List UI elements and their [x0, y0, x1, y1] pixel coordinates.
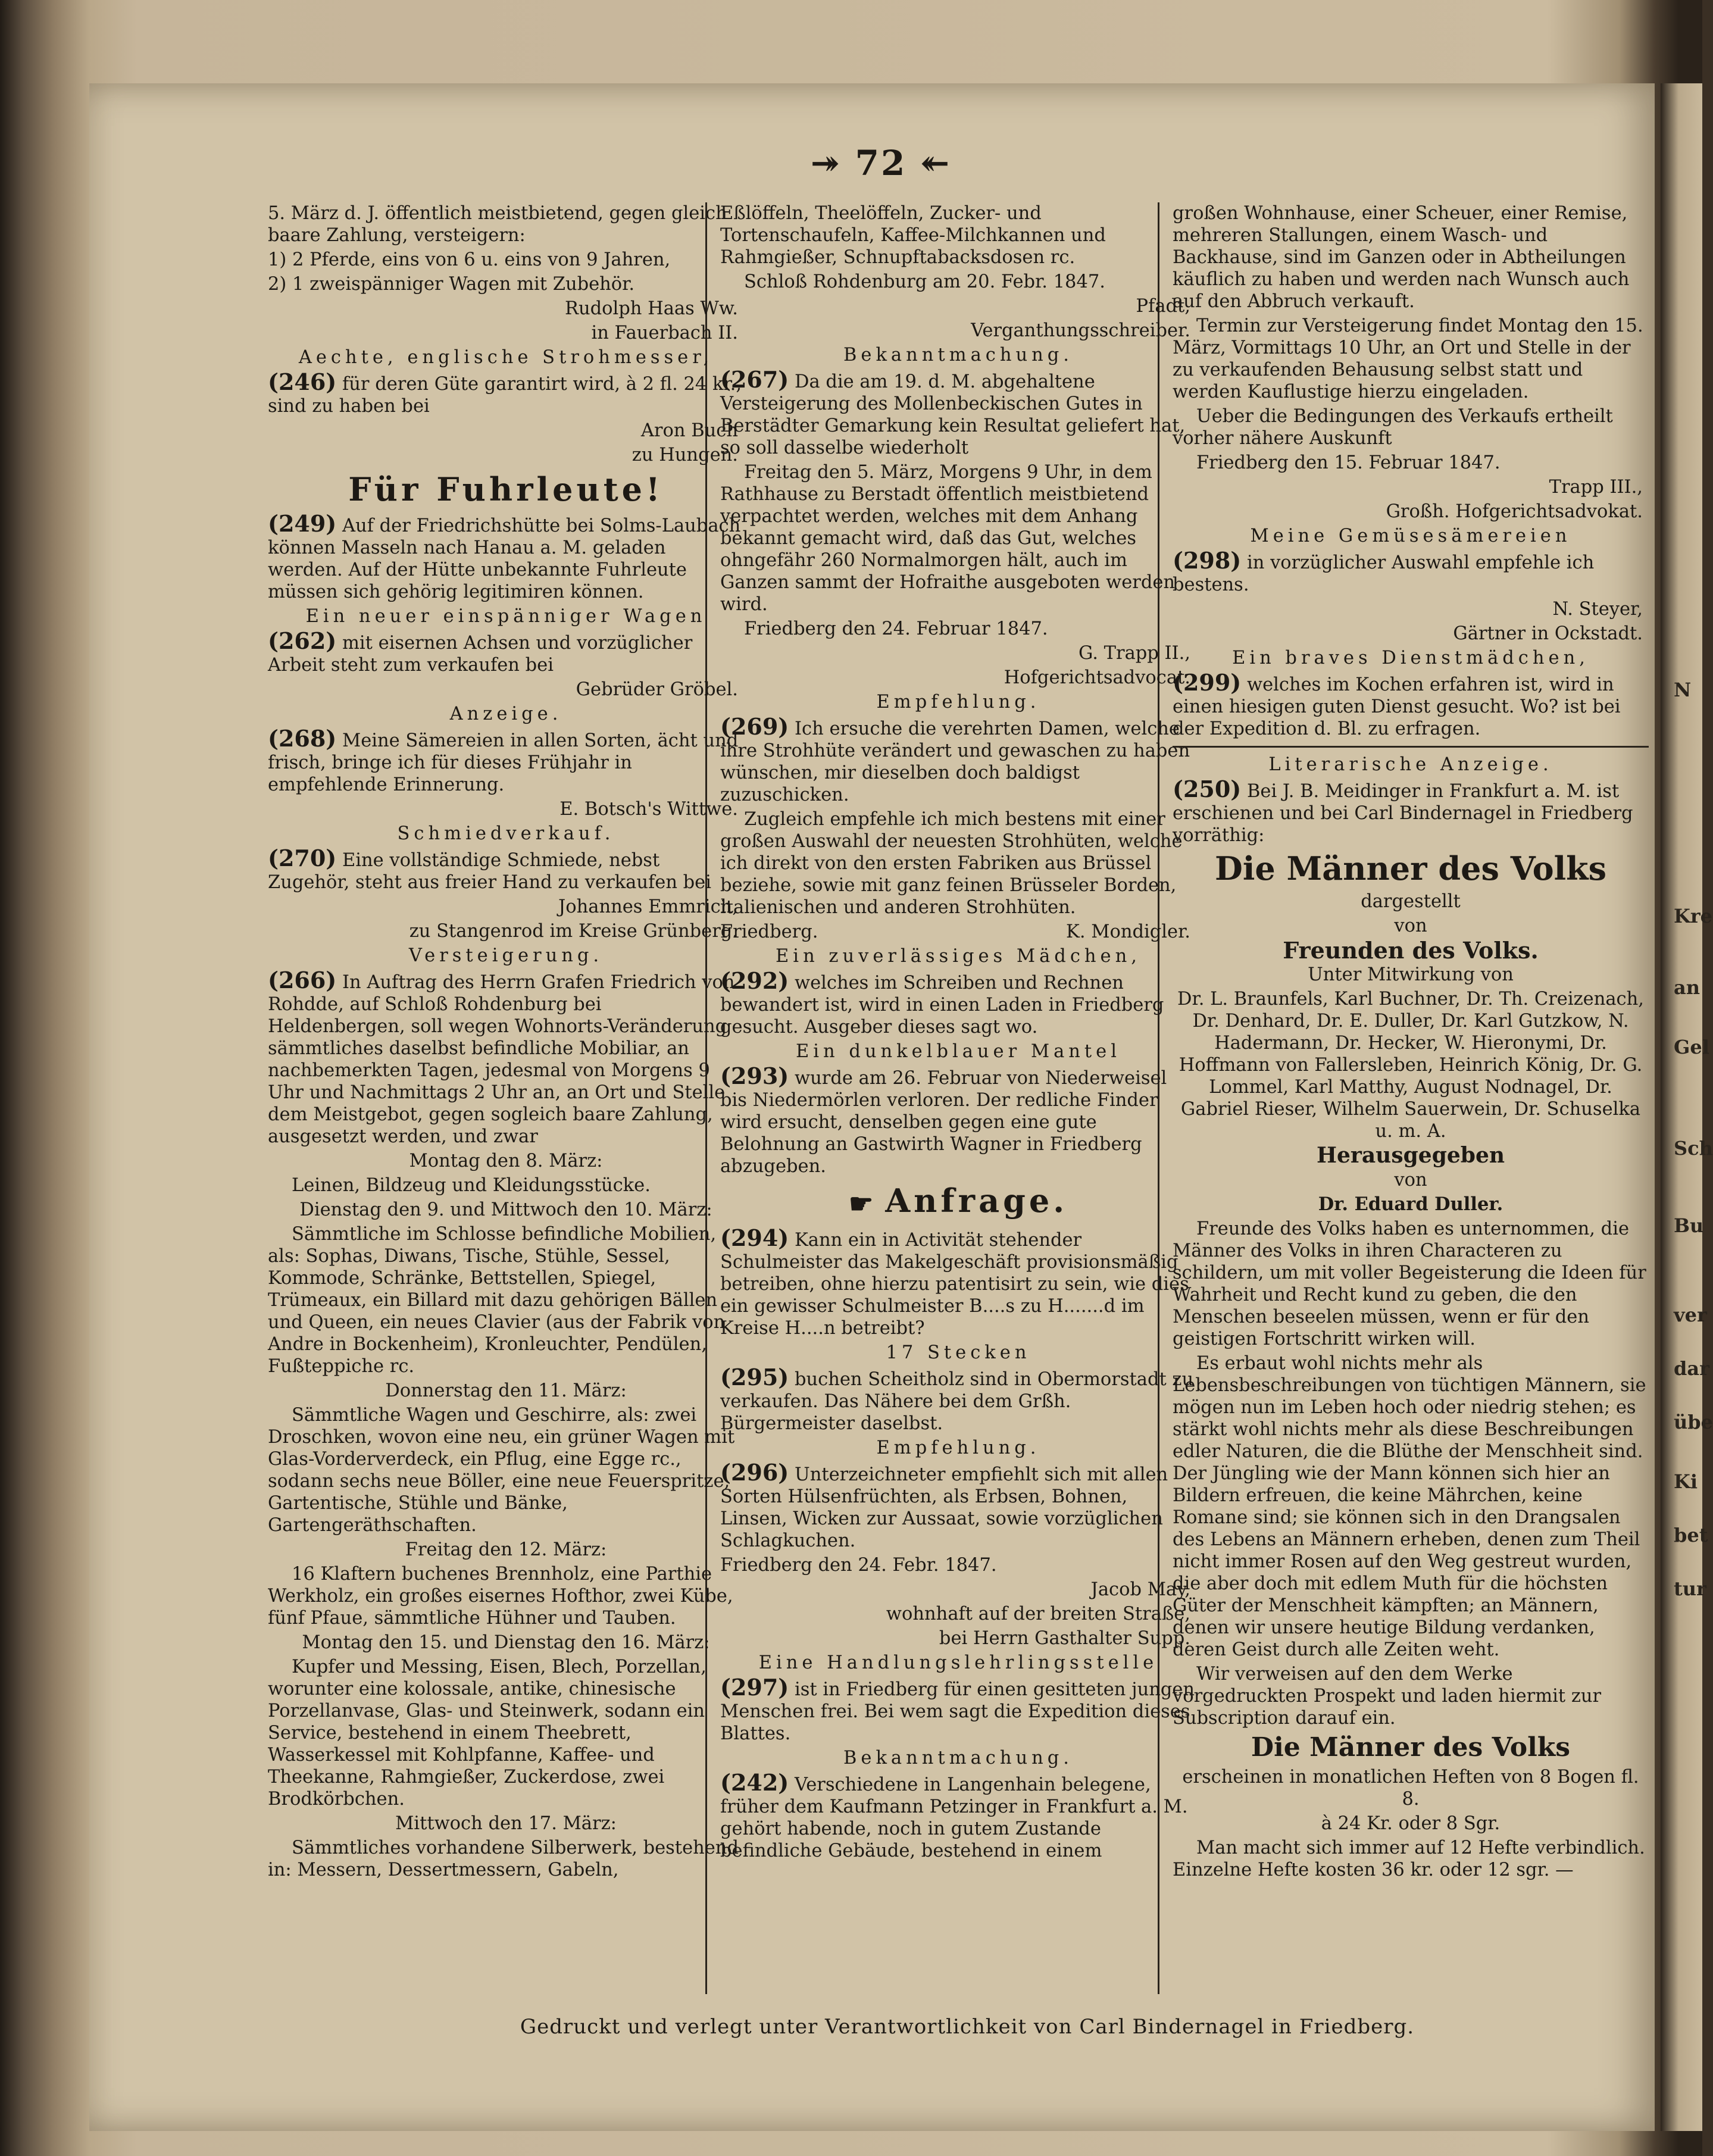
- ad-text: großen Wohnhause, einer Scheuer, einer Remise, mehreren Stallungen, einem Wasch- und Backhause, sind im Ganzen oder in Abtheilungen käuflich zu haben und werden nach Wunsch auch auf den Abbruch verkauft.: [1173, 203, 1630, 312]
- ad-number: (249): [268, 510, 337, 537]
- ad-heading: 17 Stecken: [886, 1342, 1031, 1363]
- ad-number: (292): [720, 967, 789, 994]
- ad-signature: wohnhaft auf der breiten Straße,: [886, 1603, 1190, 1624]
- ad-number: (262): [268, 627, 337, 654]
- ad-text: Kann ein in Activität stehender Schulmeister das Makelgeschäft provisionsmäßig betreiben, ohne hierzu patentisirt zu sein, wie dies ein gewisser Schulmeister B....s zu H.......d im Kreise H....n betreibt?: [720, 1229, 1189, 1339]
- ad-text: Zugleich empfehle ich mich bestens mit einer großen Auswahl der neuesten Strohhüten, welche ich direkt von den ersten Fabriken aus Brüssel beziehe, sowie mit ganz feinen Brüsseler Borden, italienischen und anderen Strohhüten.: [720, 809, 1183, 918]
- ad-number: (246): [268, 368, 337, 395]
- ad-heading: Ein dunkelblauer Mantel: [795, 1041, 1121, 1062]
- ad-signature: Jacob May,: [1090, 1579, 1190, 1600]
- auction-day: Montag den 8. März:: [409, 1151, 603, 1171]
- ad-heading: Empfehlung.: [876, 692, 1040, 713]
- auction-items: Sämmtliches vorhandene Silberwerk, bestehend in: Messern, Dessertmessern, Gabeln,: [268, 1838, 739, 1880]
- next-page-fragment: tur: [1674, 1577, 1706, 1600]
- ad-text: 5. März d. J. öffentlich meistbietend, gegen gleich baare Zahlung, versteigern:: [268, 203, 727, 246]
- ad-number: (269): [720, 713, 789, 740]
- ad-heading: Anzeige.: [449, 704, 562, 724]
- ad-text: in vorzüglicher Auswahl empfehle ich bestens.: [1173, 552, 1595, 595]
- next-page-fragment: Sch: [1674, 1137, 1713, 1160]
- ad-text: Eßlöffeln, Theelöffeln, Zucker- und Tortenschaufeln, Kaffee-Milchkannen und Rahmgießer, Schnupftabacksdosen rc.: [720, 203, 1106, 268]
- ad-text: Es erbaut wohl nichts mehr als Lebensbeschreibungen von tüchtigen Männern, sie mögen nun im Leben hoch oder niedrig stehen; es stärkt wohl nichts mehr als diese Beschreibungen edler Naturen, die die Blüthe der Menschheit sind. Der Jüngling wie der Mann können sich hier an Bildern erfreuen, die keine Mährchen, keine Romane sind; sie können sich in den Drangsalen des Lebens an Männern erheben, denen zum Theil nicht immer Rosen auf den Weg gestreut wurden, die aber doch mit edlem Muth für die höchsten Güter der Menschheit kämpften; an Männern, denen wir unsere heutige Bildung verdanken, deren Geist durch alle Zeiten weht.: [1173, 1353, 1646, 1660]
- auction-items: 16 Klaftern buchenes Brennholz, eine Parthie Werkholz, ein großes eisernes Hofthor, zwei Kübe, fünf Pfaue, sämmtliche Hühner und Tauben.: [268, 1564, 733, 1629]
- pointing-hand-icon: ☛: [849, 1187, 877, 1220]
- ad-text: ist in Friedberg für einen gesitteten jungen Menschen frei. Bei wem sagt die Expedition dieses Blattes.: [720, 1679, 1195, 1744]
- next-page-edge: [1661, 83, 1713, 2131]
- imprint-footer: Gedruckt und verlegt unter Verantwortlichkeit von Carl Bindernagel in Friedberg.: [520, 2015, 1415, 2039]
- ad-number: (267): [720, 366, 789, 393]
- page-number: ↠ 72 ↞: [810, 143, 952, 183]
- ad-number: (266): [268, 967, 337, 993]
- ad-heading: Aechte, englische Strohmesser,: [298, 347, 714, 368]
- book-title: Die Männer des Volks: [1215, 849, 1606, 888]
- ad-place-date: Friedberg den 15. Februar 1847.: [1196, 452, 1501, 473]
- ad-signature: Großh. Hofgerichtsadvokat.: [1386, 501, 1643, 522]
- ad-signature: bei Herrn Gasthalter Supp.: [939, 1627, 1190, 1649]
- ad-number: (296): [720, 1458, 789, 1486]
- next-page-fragment: Kre: [1674, 905, 1713, 927]
- ad-place-date: Schloß Rohdenburg am 20. Febr. 1847.: [744, 271, 1105, 292]
- ad-text: Ich ersuche die verehrten Damen, welche ihre Strohhüte verändert und gewaschen zu haben wünschen, mir dieselben doch baldigst zuzuschicken.: [720, 718, 1190, 805]
- ad-signature: K. Mondigler.: [1066, 921, 1190, 942]
- ad-signature: Hofgerichtsadvocat.: [1004, 667, 1190, 688]
- ad-signature: Gebrüder Gröbel.: [576, 679, 738, 700]
- ad-number: (299): [1173, 669, 1242, 696]
- ad-place-date: Friedberg den 24. Febr. 1847.: [720, 1554, 997, 1576]
- auction-items: Kupfer und Messing, Eisen, Blech, Porzellan, worunter eine kolossale, antike, chinesische Porzellanvase, Glas- und Steinwerk, sodann ein Service, bestehend in einem Theebrett, Wasserkessel mit Kohlpfanne, Kaffee- und Theekanne, Rahmgießer, Zuckerdose, zwei Brodkörbchen.: [268, 1657, 707, 1810]
- ad-item: 2) 1 zweispänniger Wagen mit Zubehör.: [268, 274, 635, 295]
- ad-text: für deren Güte garantirt wird, à 2 fl. 24 kr., sind zu haben bei: [268, 374, 742, 417]
- ad-text: Termin zur Versteigerung findet Montag den 15. März, Vormittags 10 Uhr, an Ort und Stelle in der zu verkaufenden Behausung selbst statt und werden Kauflustige hierzu eingeladen.: [1173, 315, 1643, 402]
- next-page-fragment: Gel: [1674, 1036, 1709, 1058]
- book-line: von: [1394, 915, 1427, 936]
- newspaper-page: [89, 83, 1655, 2131]
- ad-signature: Aron Buch: [640, 420, 738, 441]
- ad-big-heading: Anfrage.: [885, 1182, 1068, 1220]
- ad-text: Eine vollständige Schmiede, nebst Zugehör, steht aus freier Hand zu verkaufen bei: [268, 850, 711, 893]
- ad-heading: Ein neuer einspänniger Wagen: [305, 606, 707, 627]
- ad-place-date: Friedberg den 24. Februar 1847.: [744, 618, 1048, 639]
- ad-text: Auf der Friedrichshütte bei Solms-Laubach können Masseln nach Hanau a. M. geladen werden. Auf der Hütte unbekannte Fuhrleute müssen sich gehörig legitimiren können.: [268, 515, 741, 602]
- ad-text: erscheinen in monatlichen Heften von 8 Bogen fl. 8.: [1182, 1767, 1639, 1810]
- next-page-fragment: dar: [1674, 1357, 1709, 1380]
- next-page-fragment: übe: [1674, 1411, 1713, 1433]
- ad-heading: Ein zuverlässiges Mädchen,: [776, 946, 1141, 967]
- ad-number: (250): [1173, 776, 1242, 802]
- next-page-fragment: N: [1674, 679, 1692, 701]
- ad-number: (295): [720, 1363, 789, 1391]
- ad-text: Man macht sich immer auf 12 Hefte verbindlich. Einzelne Hefte kosten 36 kr. oder 12 sgr. —: [1173, 1838, 1645, 1880]
- ad-text: buchen Scheitholz sind in Obermorstadt zu verkaufen. Das Nähere bei dem Grßh. Bürgermeister daselbst.: [720, 1368, 1194, 1434]
- ad-number: (297): [720, 1673, 789, 1701]
- ad-text: Verschiedene in Langenhain belegene, früher dem Kaufmann Petzinger in Frankfurt a. M. gehört habende, noch in gutem Zustande befindliche Gebäude, bestehend in einem: [720, 1774, 1188, 1861]
- ad-text: Wir verweisen auf den dem Werke vorgedruckten Prospekt und laden hiermit zur Subscription darauf ein.: [1173, 1664, 1602, 1729]
- ad-text: Meine Sämereien in allen Sorten, ächt und frisch, bringe ich für dieses Frühjahr in empfehlende Erinnerung.: [268, 730, 739, 795]
- ad-text: Bei J. B. Meidinger in Frankfurt a. M. ist erschienen und bei Carl Bindernagel in Friedberg vorräthig:: [1173, 781, 1633, 846]
- column-right: [1173, 202, 1649, 1988]
- ad-heading: Meine Gemüsesämereien: [1250, 526, 1571, 546]
- auction-items: Sämmtliche im Schlosse befindliche Mobilien, als: Sophas, Diwans, Tische, Stühle, Sessel, Kommode, Schränke, Bettstellen, Spiegel, Trümeaux, ein Billard mit dazu gehörigen Bällen und Queen, ein neues Clavier (aus der Fabrik von Andre in Bockenheim), Kronleuchter, Pendülen, Fußteppiche rc.: [268, 1224, 726, 1377]
- ad-heading: Schmiedverkauf.: [397, 823, 615, 844]
- auction-items: Leinen, Bildzeug und Kleidungsstücke.: [292, 1175, 651, 1196]
- column-middle: [720, 202, 1196, 1988]
- book-line: dargestellt: [1361, 891, 1461, 912]
- ad-number: (270): [268, 845, 337, 871]
- ad-signature: zu Hungen.: [632, 445, 738, 465]
- ad-text: Unterzeichneter empfiehlt sich mit allen Sorten Hülsenfrüchten, als Erbsen, Bohnen, Linsen, Wicken zur Aussaat, sowie vorzüglichen Schlagkuchen.: [720, 1464, 1168, 1551]
- next-page-fragment: Bu: [1674, 1214, 1704, 1237]
- ad-signature: Gärtner in Ockstadt.: [1453, 623, 1643, 644]
- auction-day: Donnerstag den 11. März:: [385, 1380, 627, 1401]
- book-line: Freunden des Volks.: [1283, 937, 1539, 964]
- ad-heading: Ein braves Dienstmädchen,: [1232, 648, 1589, 668]
- ad-signature: E. Botsch's Wittwe.: [559, 799, 738, 820]
- ad-signature: N. Steyer,: [1552, 599, 1643, 620]
- ad-signature: in Fauerbach II.: [591, 323, 738, 343]
- next-page-fragment: Ki: [1674, 1470, 1698, 1493]
- book-line: von: [1394, 1170, 1427, 1191]
- ad-text: Freitag den 5. März, Morgens 9 Uhr, in dem Rathhause zu Berstadt öffentlich meistbietend verpachtet werden, welches mit dem Anhang bekannt gemacht wird, daß das Gut, welches ohngefähr 260 Normalmorgen hält, auch im Ganzen sammt der Hofraithe ausgeboten werden wird.: [720, 462, 1176, 615]
- ad-heading: Bekanntmachung.: [843, 345, 1073, 365]
- ad-signature: Trapp III.,: [1549, 477, 1643, 498]
- auction-day: Mittwoch den 17. März:: [395, 1813, 617, 1834]
- ad-signature: Rudolph Haas Ww.: [565, 298, 738, 319]
- ad-text: In Auftrag des Herrn Grafen Friedrich von Rohdde, auf Schloß Rohdenburg bei Heldenbergen, soll wegen Wohnorts-Veränderung sämmtliches daselbst befindliche Mobiliar, an nachbemerkten Tagen, jedesmal von Morgens 9 Uhr und Nachmittags 2 Uhr an, an Ort und Stelle dem Meistgebot, gegen sogleich baare Zahlung, ausgesetzt werden, und zwar: [268, 972, 735, 1147]
- ad-place-date: Friedberg.: [720, 921, 818, 942]
- next-page-fragment: an: [1674, 976, 1700, 999]
- ad-text: mit eisernen Achsen und vorzüglicher Arbeit steht zum verkaufen bei: [268, 633, 693, 676]
- book-title: Die Männer des Volks: [1251, 1732, 1571, 1763]
- ad-big-heading: Für Fuhrleute!: [348, 470, 664, 508]
- ad-item: 1) 2 Pferde, eins von 6 u. eins von 9 Jahren,: [268, 249, 671, 270]
- auction-day: Montag den 15. und Dienstag den 16. März:: [302, 1632, 710, 1653]
- auction-items: Sämmtliche Wagen und Geschirre, als: zwei Droschken, wovon eine neu, ein grüner Wagen mit Glas-Vorderverdeck, ein Pflug, eine Egge rc., sodann sechs neue Böller, eine neue Feuerspritze, Gartentische, Stühle und Bänke, Gartengeräthschaften.: [268, 1405, 735, 1536]
- next-page-fragment: ver: [1674, 1304, 1707, 1326]
- book-line: Herausgegeben: [1316, 1143, 1505, 1168]
- ad-number: (293): [720, 1063, 789, 1089]
- ad-text: wurde am 26. Februar von Niederweisel bis Niedermörlen verloren. Der redliche Finder wird ersucht, denselben gegen eine gute Belohnung an Gastwirth Wagner in Friedberg abzugeben.: [720, 1068, 1167, 1177]
- ad-number: (242): [720, 1768, 789, 1796]
- ad-text: Freunde des Volks haben es unternommen, die Männer des Volks in ihren Characteren zu schildern, um mit voller Begeisterung die Ideen für Wahrheit und Recht kund zu geben, die den Menschen beseelen müssen, wenn er für den geistigen Fortschritt wirken will.: [1173, 1218, 1646, 1349]
- ad-signature: Johannes Emmrich,: [558, 896, 738, 917]
- ad-signature: Verganthungsschreiber.: [971, 320, 1190, 341]
- ad-heading: Eine Handlungslehrlingsstelle: [758, 1652, 1158, 1673]
- ad-heading: Empfehlung.: [876, 1437, 1040, 1458]
- ad-number: (298): [1173, 547, 1242, 574]
- next-page-fragment: bet: [1674, 1524, 1708, 1546]
- ad-signature: G. Trapp II.,: [1078, 643, 1190, 664]
- book-line: Unter Mitwirkung von: [1308, 964, 1514, 985]
- ad-heading: Literarische Anzeige.: [1268, 754, 1553, 775]
- ad-number: (294): [720, 1224, 789, 1251]
- ad-text: à 24 Kr. oder 8 Sgr.: [1321, 1813, 1501, 1834]
- ad-number: (268): [268, 725, 337, 752]
- book-authors: Dr. L. Braunfels, Karl Buchner, Dr. Th. Creizenach, Dr. Denhard, Dr. E. Duller, Dr. Karl Gutzkow, N. Hadermann, Dr. Hecker, W. Hieronymi, Dr. Hoffmann von Fallersleben, Heinrich König, Dr. G. Lommel, Karl Matthy, August Nodnagel, Dr. Gabriel Rieser, Wilhelm Sauerwein, Dr. Schuselka u. m. A.: [1177, 989, 1644, 1142]
- ad-signature: Pfadt,: [1136, 296, 1190, 317]
- ad-heading: Bekanntmachung.: [843, 1747, 1073, 1768]
- ad-heading: Versteigerung.: [408, 945, 604, 966]
- auction-day: Freitag den 12. März:: [405, 1539, 607, 1560]
- book-editor: Dr. Eduard Duller.: [1318, 1193, 1503, 1215]
- section-rule: [1173, 746, 1649, 748]
- ad-text: welches im Kochen erfahren ist, wird in einen hiesigen guten Dienst gesucht. Wo? ist bei der Expedition d. Bl. zu erfragen.: [1173, 674, 1621, 739]
- column-left: [268, 202, 744, 1988]
- ad-text: welches im Schreiben und Rechnen bewandert ist, wird in einen Laden in Friedberg gesucht. Ausgeber dieses sagt wo.: [720, 973, 1164, 1038]
- ad-signature: zu Stangenrod im Kreise Grünberg.: [409, 921, 738, 942]
- auction-day: Dienstag den 9. und Mittwoch den 10. März:: [299, 1199, 712, 1220]
- ad-text: Da die am 19. d. M. abgehaltene Versteigerung des Mollenbeckischen Gutes in Berstädter Gemarkung kein Resultat geliefert hat, so soll dasselbe wiederholt: [720, 371, 1186, 458]
- ad-text: Ueber die Bedingungen des Verkaufs ertheilt vorher nähere Auskunft: [1173, 406, 1613, 449]
